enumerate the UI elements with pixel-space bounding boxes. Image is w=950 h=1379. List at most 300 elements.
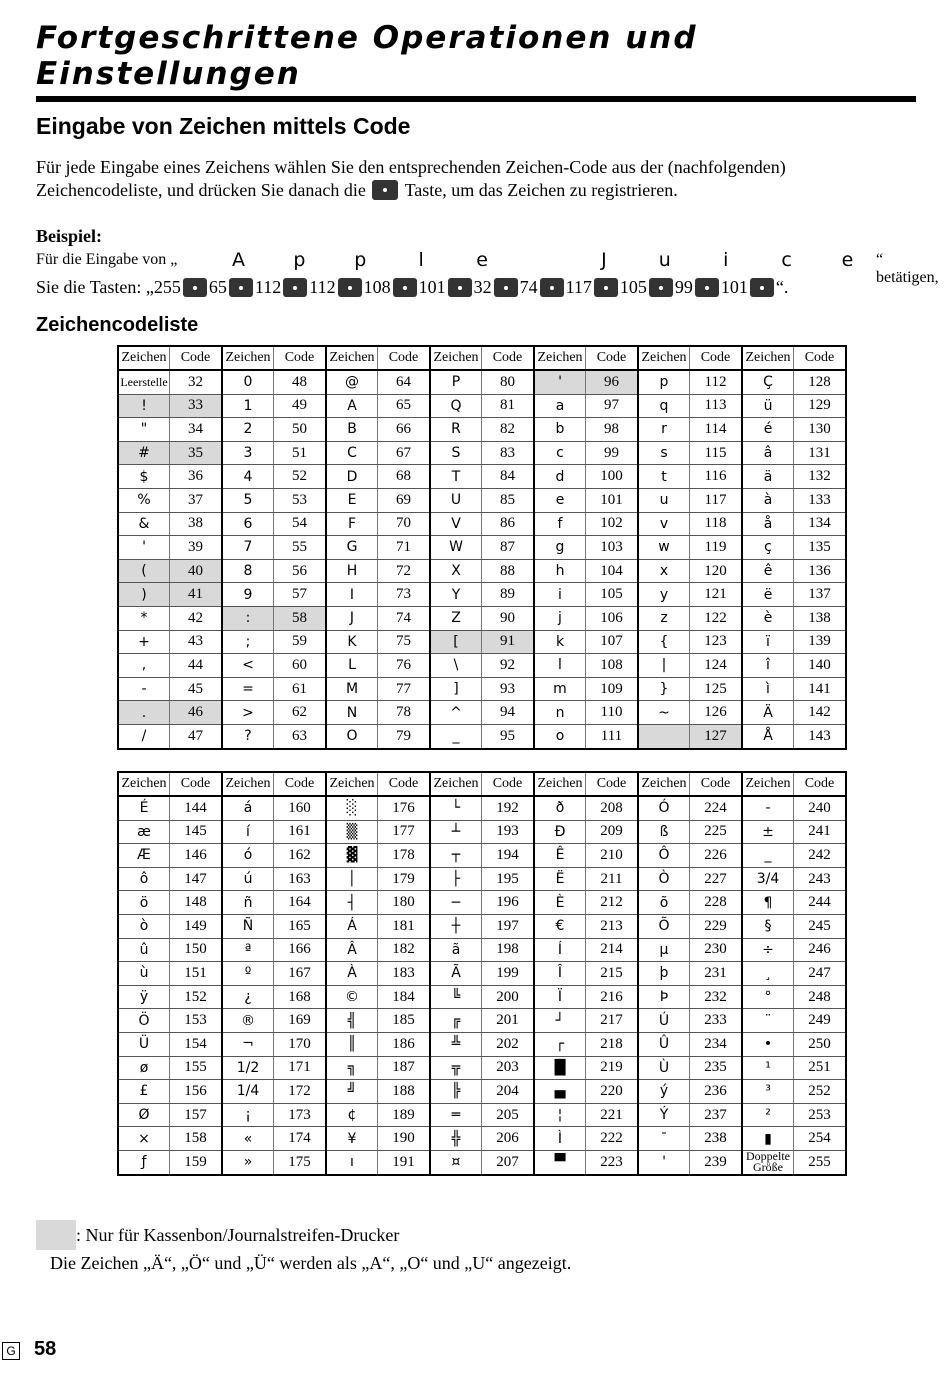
code-cell: 230 [690,938,743,962]
char-cell: É [118,796,170,820]
code-cell: 208 [586,796,639,820]
code-cell: 168 [274,985,327,1009]
code-cell: 226 [690,844,743,868]
char-cell: Z [430,606,482,630]
code-cell: 178 [378,844,431,868]
char-cell: s [638,441,690,465]
code-cell: 167 [274,962,327,986]
code-cell: 210 [586,844,639,868]
code-cell: 222 [586,1127,639,1151]
code-cell: 97 [586,394,639,418]
char-cell: + [118,630,170,654]
code-cell: 54 [274,512,327,536]
table-row [118,1009,846,1033]
code-cell: 169 [274,1009,327,1033]
char-cell: á [222,796,274,820]
char-cell: l [534,654,586,678]
char-cell: í [222,820,274,844]
char-cell: 6 [222,512,274,536]
char-cell: u [638,488,690,512]
code-cell: 240 [794,796,847,820]
code-cell: 104 [586,559,639,583]
char-cell: Ë [534,867,586,891]
code-cell: 141 [794,677,847,701]
language-marker: G [2,1342,20,1360]
code-cell: 109 [586,677,639,701]
table-row [118,488,846,512]
char-cell: O [326,724,378,748]
char-cell: ³ [742,1080,794,1104]
char-cell: Ì [534,1127,586,1151]
char-cell: D [326,465,378,489]
code-cell: 248 [794,985,847,1009]
char-cell: ! [118,394,170,418]
char-cell: ï [742,630,794,654]
example-letter: e [841,249,854,271]
column-header-char: Zeichen [326,346,378,370]
code-cell: 137 [794,583,847,607]
char-cell: g [534,536,586,560]
char-cell: v [638,512,690,536]
code-cell: 59 [274,630,327,654]
intro-text-b: Taste, um das Zeichen zu registrieren. [404,180,678,200]
example-key-sequence [36,277,926,298]
key-code: 112 [309,277,336,297]
code-cell: 219 [586,1056,639,1080]
char-cell: ░ [326,796,378,820]
code-cell: 78 [378,701,431,725]
code-cell: 90 [482,606,535,630]
char-cell: B [326,418,378,442]
char-cell: ¡ [222,1103,274,1127]
char-cell: 5 [222,488,274,512]
code-cell: 144 [170,796,223,820]
char-cell: A [326,394,378,418]
char-cell: æ [118,820,170,844]
char-cell: € [534,914,586,938]
code-cell: 179 [378,867,431,891]
code-cell: 164 [274,891,327,915]
char-cell: W [430,536,482,560]
code-cell: 239 [690,1150,743,1174]
code-cell: 57 [274,583,327,607]
char-cell: Y [430,583,482,607]
char-cell: ð [534,796,586,820]
code-cell: 84 [482,465,535,489]
code-cell: 155 [170,1056,223,1080]
column-header-code: Code [586,772,639,796]
char-cell: 4 [222,465,274,489]
code-cell: 116 [690,465,743,489]
table-row [118,914,846,938]
code-table-2 [117,771,847,1176]
code-cell: 101 [586,488,639,512]
code-cell: 151 [170,962,223,986]
char-cell: ' [534,370,586,394]
code-cell: 87 [482,536,535,560]
legend-swatch [36,1220,76,1250]
code-cell: 35 [170,441,223,465]
column-header-code: Code [274,346,327,370]
char-cell: Ö [118,1009,170,1033]
example-pre-text: Für die Eingabe von „ [36,251,178,268]
char-cell: e [534,488,586,512]
char-cell: ² [742,1103,794,1127]
code-cell: 191 [378,1150,431,1174]
code-cell: 92 [482,654,535,678]
code-cell: 53 [274,488,327,512]
char-cell: 7 [222,536,274,560]
char-cell: å [742,512,794,536]
char-cell: ─ [430,891,482,915]
code-cell: 72 [378,559,431,583]
key-code: 101 [720,277,748,297]
char-cell: = [222,677,274,701]
code-cell: 138 [794,606,847,630]
key-code: 99 [674,277,693,297]
char-cell: ║ [326,1032,378,1056]
umlaut-note: Die Zeichen „Ä“, „Ö“ und „Ü“ werden als „A“, „O“ und „U“ angezeigt. [50,1253,572,1273]
char-cell: ▒ [326,820,378,844]
column-header-code: Code [482,346,535,370]
code-cell: 49 [274,394,327,418]
key-code: 74 [519,277,538,297]
char-cell: Ñ [222,914,274,938]
char-cell: Ã [430,962,482,986]
char-cell: @ [326,370,378,394]
code-cell: 225 [690,820,743,844]
char-cell: : [222,606,274,630]
code-cell: 246 [794,938,847,962]
char-cell: µ [638,938,690,962]
code-cell: 224 [690,796,743,820]
example-letter: l [418,249,424,271]
char-cell: i [534,583,586,607]
char-cell: ± [742,820,794,844]
code-cell: 232 [690,985,743,1009]
code-cell: 197 [482,914,535,938]
code-cell: 94 [482,701,535,725]
char-cell: _ [430,724,482,748]
char-cell: G [326,536,378,560]
char-cell: * [118,606,170,630]
char-cell: $ [118,465,170,489]
table-row [118,724,846,748]
subtotal-key-icon [183,278,207,297]
code-cell: 249 [794,1009,847,1033]
code-cell: 128 [794,370,847,394]
code-cell: 99 [586,441,639,465]
code-cell: 143 [794,724,847,748]
char-cell: 1 [222,394,274,418]
code-cell: 43 [170,630,223,654]
table-row [118,701,846,725]
char-cell: ; [222,630,274,654]
char-cell: a [534,394,586,418]
code-cell: 218 [586,1032,639,1056]
code-cell: 91 [482,630,535,654]
code-cell: 192 [482,796,535,820]
table-row [118,512,846,536]
char-cell: T [430,465,482,489]
char-cell: H [326,559,378,583]
code-cell: 176 [378,796,431,820]
char-cell: • [742,1032,794,1056]
example-letter: J [601,249,607,271]
code-cell: 242 [794,844,847,868]
char-cell [638,724,690,748]
code-cell: 206 [482,1127,535,1151]
code-cell: 85 [482,488,535,512]
code-cell: 216 [586,985,639,1009]
char-cell: ó [222,844,274,868]
code-cell: 48 [274,370,327,394]
char-cell: é [742,418,794,442]
column-header-char: Zeichen [638,772,690,796]
char-cell: V [430,512,482,536]
char-cell: ╚ [430,985,482,1009]
code-cell: 172 [274,1080,327,1104]
code-cell: 126 [690,701,743,725]
table-row [118,630,846,654]
char-cell: â [742,441,794,465]
char-cell: └ [430,796,482,820]
code-cell: 250 [794,1032,847,1056]
code-cell: 236 [690,1080,743,1104]
example-line-1 [36,249,939,286]
header-rule [36,96,916,102]
char-cell: ( [118,559,170,583]
code-cell: 34 [170,418,223,442]
char-cell: ê [742,559,794,583]
table-row [118,441,846,465]
code-cell: 220 [586,1080,639,1104]
char-cell: R [430,418,482,442]
subtotal-key-icon [594,278,618,297]
code-cell: 106 [586,606,639,630]
code-cell: 150 [170,938,223,962]
code-cell: 228 [690,891,743,915]
code-cell: 67 [378,441,431,465]
code-cell: 204 [482,1080,535,1104]
char-cell: K [326,630,378,654]
code-cell: 165 [274,914,327,938]
code-cell: 215 [586,962,639,986]
code-cell: 89 [482,583,535,607]
code-cell: 158 [170,1127,223,1151]
table-row [118,844,846,868]
char-cell: Þ [638,985,690,1009]
example-letter: c [781,249,792,271]
column-header-char: Zeichen [742,772,794,796]
code-cell: 177 [378,820,431,844]
code-cell: 251 [794,1056,847,1080]
code-cell: 125 [690,677,743,701]
code-cell: 187 [378,1056,431,1080]
subtotal-key-icon [494,278,518,297]
char-cell: « [222,1127,274,1151]
char-cell: d [534,465,586,489]
column-header-code: Code [482,772,535,796]
example-letter: p [293,249,306,271]
code-cell: 123 [690,630,743,654]
subtotal-key-icon [372,180,398,200]
char-cell: ├ [430,867,482,891]
table-row [118,559,846,583]
code-cell: 166 [274,938,327,962]
code-cell: 174 [274,1127,327,1151]
char-cell: ] [430,677,482,701]
column-header-char: Zeichen [222,772,274,796]
char-cell: ù [118,962,170,986]
code-cell: 42 [170,606,223,630]
code-cell: 130 [794,418,847,442]
code-cell: 44 [170,654,223,678]
code-cell: 50 [274,418,327,442]
code-cell: 200 [482,985,535,1009]
code-cell: 205 [482,1103,535,1127]
code-cell: 254 [794,1127,847,1151]
char-cell: p [638,370,690,394]
column-header-char: Zeichen [118,346,170,370]
char-cell: w [638,536,690,560]
code-cell: 195 [482,867,535,891]
char-cell: ? [222,724,274,748]
column-header-code: Code [794,346,847,370]
column-header-char: Zeichen [326,772,378,796]
code-cell: 79 [378,724,431,748]
code-cell: 233 [690,1009,743,1033]
code-cell: 182 [378,938,431,962]
code-cell: 112 [690,370,743,394]
char-cell: Í [534,938,586,962]
char-cell: Leerstelle [118,370,170,394]
char-cell: P [430,370,482,394]
char-cell: ) [118,583,170,607]
table-row [118,465,846,489]
code-cell: 37 [170,488,223,512]
column-header-char: Zeichen [430,772,482,796]
code-cell: 41 [170,583,223,607]
char-cell: # [118,441,170,465]
char-cell: Ø [118,1103,170,1127]
code-cell: 185 [378,1009,431,1033]
page-header [36,20,916,102]
subtotal-key-icon [540,278,564,297]
char-cell: ç [742,536,794,560]
code-cell: 63 [274,724,327,748]
code-cell: 103 [586,536,639,560]
code-cell: 139 [794,630,847,654]
char-cell: ÷ [742,938,794,962]
code-cell: 64 [378,370,431,394]
legend-text: : Nur für Kassenbon/Journalstreifen-Drucker [76,1225,400,1245]
code-cell: 214 [586,938,639,962]
char-cell: £ [118,1080,170,1104]
code-cell: 111 [586,724,639,748]
char-cell: à [742,488,794,512]
char-cell: º [222,962,274,986]
char-cell: U [430,488,482,512]
code-cell: 223 [586,1150,639,1174]
column-header-char: Zeichen [742,346,794,370]
code-cell: 86 [482,512,535,536]
code-cell: 147 [170,867,223,891]
code-cell: 170 [274,1032,327,1056]
char-cell: S [430,441,482,465]
code-cell: 190 [378,1127,431,1151]
char-cell: ╣ [326,1009,378,1033]
char-cell: ^ [430,701,482,725]
subtotal-key-icon [393,278,417,297]
table-row [118,1150,846,1174]
char-cell: Q [430,394,482,418]
subtotal-key-icon [229,278,253,297]
char-cell: ═ [430,1103,482,1127]
char-cell: - [118,677,170,701]
code-cell: 148 [170,891,223,915]
char-cell: Î [534,962,586,986]
char-cell: Doppelte Größe [742,1150,794,1174]
code-cell: 175 [274,1150,327,1174]
char-cell: Ê [534,844,586,868]
char-cell: ý [638,1080,690,1104]
table-row [118,1103,846,1127]
code-cell: 81 [482,394,535,418]
char-cell: Ü [118,1032,170,1056]
table-header-row [118,772,846,796]
char-cell: ¸ [742,962,794,986]
code-cell: 231 [690,962,743,986]
key-code: 32 [473,277,492,297]
char-cell: ┘ [534,1009,586,1033]
char-cell: ¬ [222,1032,274,1056]
code-cell: 76 [378,654,431,678]
page-number: 58 [34,1338,57,1360]
intro-paragraph [36,156,916,202]
char-cell: \ [430,654,482,678]
table-row [118,938,846,962]
code-cell: 47 [170,724,223,748]
table-row [118,1080,846,1104]
column-header-char: Zeichen [534,772,586,796]
code-cell: 196 [482,891,535,915]
code-cell: 153 [170,1009,223,1033]
char-cell: ß [638,820,690,844]
subtotal-key-icon [695,278,719,297]
char-cell: ¿ [222,985,274,1009]
column-header-code: Code [170,346,223,370]
code-cell: 241 [794,820,847,844]
example-letter: e [476,249,488,271]
code-cell: 121 [690,583,743,607]
code-cell: 62 [274,701,327,725]
char-cell: z [638,606,690,630]
table-row [118,867,846,891]
table-row [118,394,846,418]
column-header-code: Code [690,772,743,796]
code-cell: 203 [482,1056,535,1080]
char-cell: F [326,512,378,536]
code-cell: 145 [170,820,223,844]
code-cell: 212 [586,891,639,915]
code-cell: 180 [378,891,431,915]
code-cell: 129 [794,394,847,418]
char-cell: 3 [222,441,274,465]
example-post-text: “ betätigen, [876,251,939,286]
code-cell: 245 [794,914,847,938]
char-cell: 0 [222,370,274,394]
